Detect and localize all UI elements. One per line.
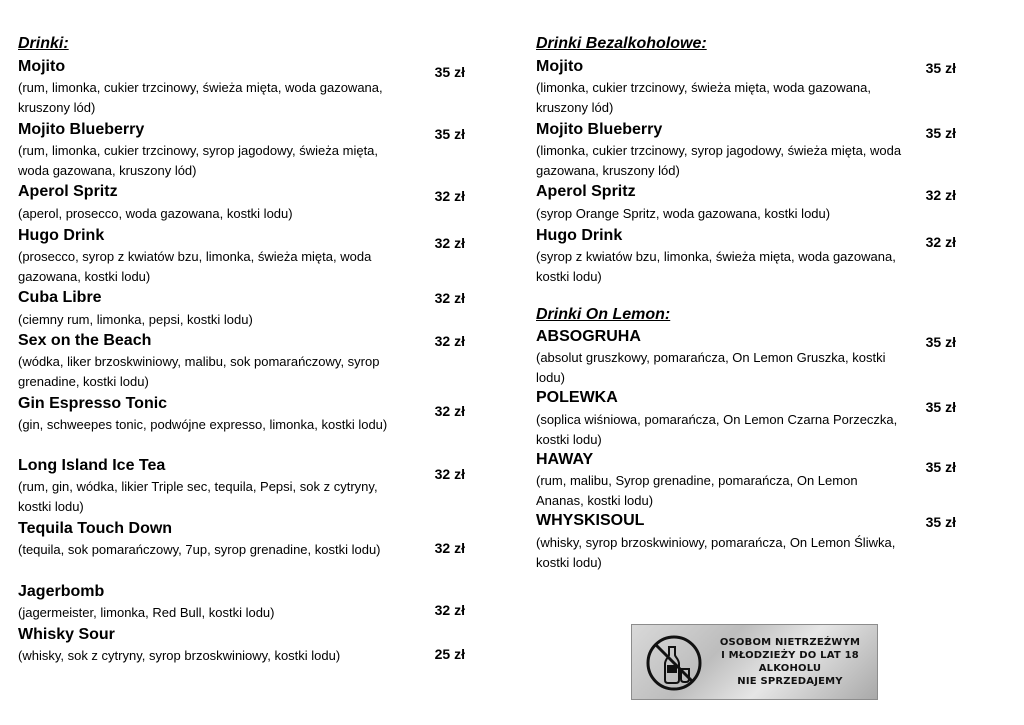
item-name: Aperol Spritz	[536, 183, 636, 200]
item-description: (whisky, syrop brzoskwiniowy, pomarańcza, On Lemon Śliwka, kostki lodu)	[536, 535, 896, 570]
item-description: (ciemny rum, limonka, pepsi, kostki lodu)	[18, 312, 253, 327]
sign-line: I MŁODZIEŻY DO LAT 18	[721, 650, 859, 661]
sign-text	[710, 636, 870, 688]
item-price: 32 zł	[434, 540, 465, 556]
item-price: 35 zł	[925, 60, 956, 76]
section-heading-on-lemon: Drinki On Lemon:	[536, 306, 671, 323]
item-name: Hugo Drink	[536, 227, 623, 244]
item-description: (soplica wiśniowa, pomarańcza, On Lemon Czarna Porzeczka, kostki lodu)	[536, 412, 898, 447]
item-name: Jagerbomb	[18, 583, 105, 600]
item-description: (limonka, cukier trzcinowy, syrop jagodowy, świeża mięta, woda gazowana, kruszony lód)	[536, 143, 902, 178]
section-heading-bezalkoholowe: Drinki Bezalkoholowe:	[536, 35, 707, 52]
item-description: (syrop Orange Spritz, woda gazowana, kostki lodu)	[536, 206, 831, 221]
item-name: Mojito Blueberry	[18, 121, 145, 138]
item-name: Gin Espresso Tonic	[18, 395, 168, 412]
item-name: Hugo Drink	[18, 227, 105, 244]
item-price: 32 zł	[434, 333, 465, 349]
item-name: WHYSKISOUL	[536, 512, 645, 529]
item-price: 35 zł	[925, 459, 956, 475]
item-name: Tequila Touch Down	[18, 520, 173, 537]
item-description: (syrop z kwiatów bzu, limonka, świeża mięta, woda gazowana, kostki lodu)	[536, 249, 896, 284]
sign-line: NIE SPRZEDAJEMY	[737, 676, 843, 687]
item-description: (rum, limonka, cukier trzcinowy, świeża mięta, woda gazowana, kruszony lód)	[18, 80, 383, 115]
item-name: POLEWKA	[536, 389, 618, 406]
item-price: 32 zł	[434, 235, 465, 251]
item-description: (limonka, cukier trzcinowy, świeża mięta, woda gazowana, kruszony lód)	[536, 80, 872, 115]
item-description: (rum, gin, wódka, likier Triple sec, tequila, Pepsi, sok z cytryny, kostki lodu)	[18, 479, 378, 514]
item-description: (aperol, prosecco, woda gazowana, kostki lodu)	[18, 206, 293, 221]
item-description: (rum, malibu, Syrop grenadine, pomarańcza, On Lemon Ananas, kostki lodu)	[536, 473, 858, 508]
item-price: 35 zł	[434, 126, 465, 142]
item-price: 32 zł	[434, 188, 465, 204]
item-price: 25 zł	[434, 646, 465, 662]
item-name: Aperol Spritz	[18, 183, 118, 200]
item-price: 32 zł	[434, 466, 465, 482]
item-description: (whisky, sok z cytryny, syrop brzoskwiniowy, kostki lodu)	[18, 648, 341, 663]
item-name: Mojito Blueberry	[536, 121, 663, 138]
item-name: ABSOGRUHA	[536, 328, 641, 345]
item-description: (absolut gruszkowy, pomarańcza, On Lemon Gruszka, kostki lodu)	[536, 350, 886, 385]
item-price: 35 zł	[925, 399, 956, 415]
age-restriction-sign	[631, 624, 878, 700]
item-name: Sex on the Beach	[18, 332, 152, 349]
item-price: 32 zł	[925, 234, 956, 250]
item-description: (jagermeister, limonka, Red Bull, kostki lodu)	[18, 605, 275, 620]
item-name: Whisky Sour	[18, 626, 115, 643]
item-price: 35 zł	[434, 64, 465, 80]
no-alcohol-icon	[644, 633, 704, 693]
item-description: (wódka, liker brzoskwiniowy, malibu, sok pomarańczowy, syrop grenadine, kostki lodu)	[18, 354, 380, 389]
item-price: 32 zł	[434, 403, 465, 419]
item-price: 35 zł	[925, 125, 956, 141]
item-description: (gin, schweepes tonic, podwójne expresso, limonka, kostki lodu)	[18, 417, 388, 432]
item-price: 35 zł	[925, 514, 956, 530]
item-description: (rum, limonka, cukier trzcinowy, syrop jagodowy, świeża mięta, woda gazowana, kruszony lód)	[18, 143, 379, 178]
item-price: 32 zł	[434, 290, 465, 306]
item-description: (tequila, sok pomarańczowy, 7up, syrop grenadine, kostki lodu)	[18, 542, 381, 557]
item-name: Long Island Ice Tea	[18, 457, 166, 474]
item-name: Mojito	[18, 58, 66, 75]
item-name: Mojito	[536, 58, 584, 75]
item-name: HAWAY	[536, 451, 594, 468]
sign-line: OSOBOM NIETRZEŹWYM	[719, 637, 861, 648]
item-description: (prosecco, syrop z kwiatów bzu, limonka, świeża mięta, woda gazowana, kostki lodu)	[18, 249, 372, 284]
item-price: 32 zł	[434, 602, 465, 618]
sign-line: ALKOHOLU	[758, 663, 822, 674]
item-price: 32 zł	[925, 187, 956, 203]
item-name: Cuba Libre	[18, 289, 102, 306]
item-price: 35 zł	[925, 334, 956, 350]
section-heading-drinki: Drinki:	[18, 35, 69, 52]
